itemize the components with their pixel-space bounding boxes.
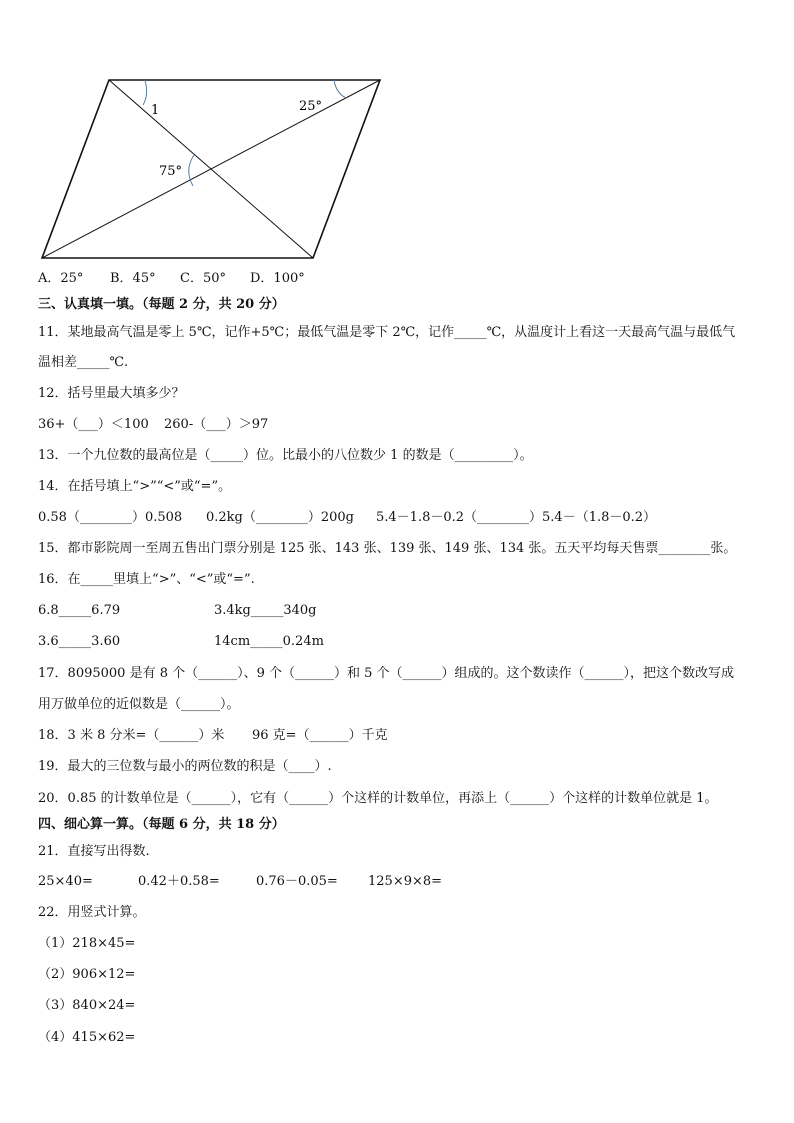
q21-item-2: 0.42＋0.58= xyxy=(138,874,220,889)
q14-item-a: 0.58（________）0.508 xyxy=(38,510,183,525)
angle-arc-25 xyxy=(334,80,346,98)
choice-d[interactable]: D．100° xyxy=(250,271,305,286)
q14-items xyxy=(38,509,656,527)
q16-item-a: 6.8_____6.79 xyxy=(38,603,121,618)
q22-item-1: （1）218×45= xyxy=(38,936,136,951)
q11-line1: 11．某地最高气温是零上 5℃，记作+5℃；最低气温是零下 2℃，记作_____℃，从温度计上看这一天最高气温与最低气 xyxy=(38,325,736,340)
q13: 13．一个九位数的最高位是（_____）位。比最小的八位数少 1 的数是（_________）。 xyxy=(38,448,533,463)
q11-line2: 温相差_____℃. xyxy=(38,355,129,370)
q22-item-3: （3）840×24= xyxy=(38,998,136,1013)
angle-label-25: 25° xyxy=(299,99,323,114)
q18 xyxy=(38,727,388,745)
q17-line2: 用万做单位的近似数是（______）。 xyxy=(38,697,240,712)
q18-item-a: 18．3 米 8 分米=（______）米 xyxy=(38,728,225,743)
diagonal-2 xyxy=(42,80,380,258)
parallelogram-figure xyxy=(0,0,794,270)
choice-c[interactable]: C．50° xyxy=(180,271,226,286)
q16-item-d: 14cm_____0.24m xyxy=(214,634,324,649)
q21-items xyxy=(38,873,442,891)
choice-a[interactable]: A．25° xyxy=(38,271,84,286)
q21-item-3: 0.76－0.05= xyxy=(256,874,338,889)
q22-title: 22．用竖式计算。 xyxy=(38,905,146,920)
q14-title: 14．在括号填上“>”“<”或“=”。 xyxy=(38,479,232,494)
q21-title: 21．直接写出得数. xyxy=(38,844,150,859)
angle-label-75: 75° xyxy=(159,164,183,179)
q16-row1 xyxy=(38,602,317,620)
q19: 19．最大的三位数与最小的两位数的积是（____）. xyxy=(38,759,332,774)
q17-line1: 17．8095000 是有 8 个（______）、9 个（______）和 5 个（______）组成的。这个数读作（______），把这个数改写成 xyxy=(38,666,735,681)
q16-item-c: 3.6_____3.60 xyxy=(38,634,121,649)
q21-item-4: 125×9×8= xyxy=(368,874,443,889)
q16-title: 16．在_____里填上“>”、“<”或“=”. xyxy=(38,572,255,587)
section-3-title: 三、认真填一填。（每题 2 分，共 20 分） xyxy=(38,297,285,312)
q22-item-4: （4）415×62= xyxy=(38,1030,136,1045)
q12-item-a: 36+（___）＜100 xyxy=(38,417,149,432)
q15: 15．都市影院周一至周五售出门票分别是 125 张、143 张、139 张、149 张、134 张。五天平均每天售票________张。 xyxy=(38,541,737,556)
section-4-title: 四、细心算一算。（每题 6 分，共 18 分） xyxy=(38,817,285,832)
q16-item-b: 3.4kg_____340g xyxy=(214,603,317,618)
q14-item-b: 0.2kg（________）200g xyxy=(206,510,355,525)
answer-choices xyxy=(38,270,305,288)
q12-items xyxy=(38,416,268,434)
angle-arc-75 xyxy=(189,155,194,186)
q12-title: 12．括号里最大填多少？ xyxy=(38,386,185,401)
q21-item-1: 25×40= xyxy=(38,874,93,889)
choice-b[interactable]: B．45° xyxy=(110,271,156,286)
q16-row2 xyxy=(38,633,324,651)
q12-item-b: 260-（___）＞97 xyxy=(164,417,269,432)
q18-item-b: 96 克=（______）千克 xyxy=(252,728,388,743)
angle-arc-1 xyxy=(143,80,147,105)
q14-item-c: 5.4－1.8－0.2（________）5.4－（1.8－0.2） xyxy=(376,510,657,525)
angle-label-1: 1 xyxy=(151,103,160,118)
q22-item-2: （2）906×12= xyxy=(38,967,136,982)
q20: 20．0.85 的计数单位是（______），它有（______）个这样的计数单位，再添上（______）个这样的计数单位就是 1。 xyxy=(38,791,718,806)
